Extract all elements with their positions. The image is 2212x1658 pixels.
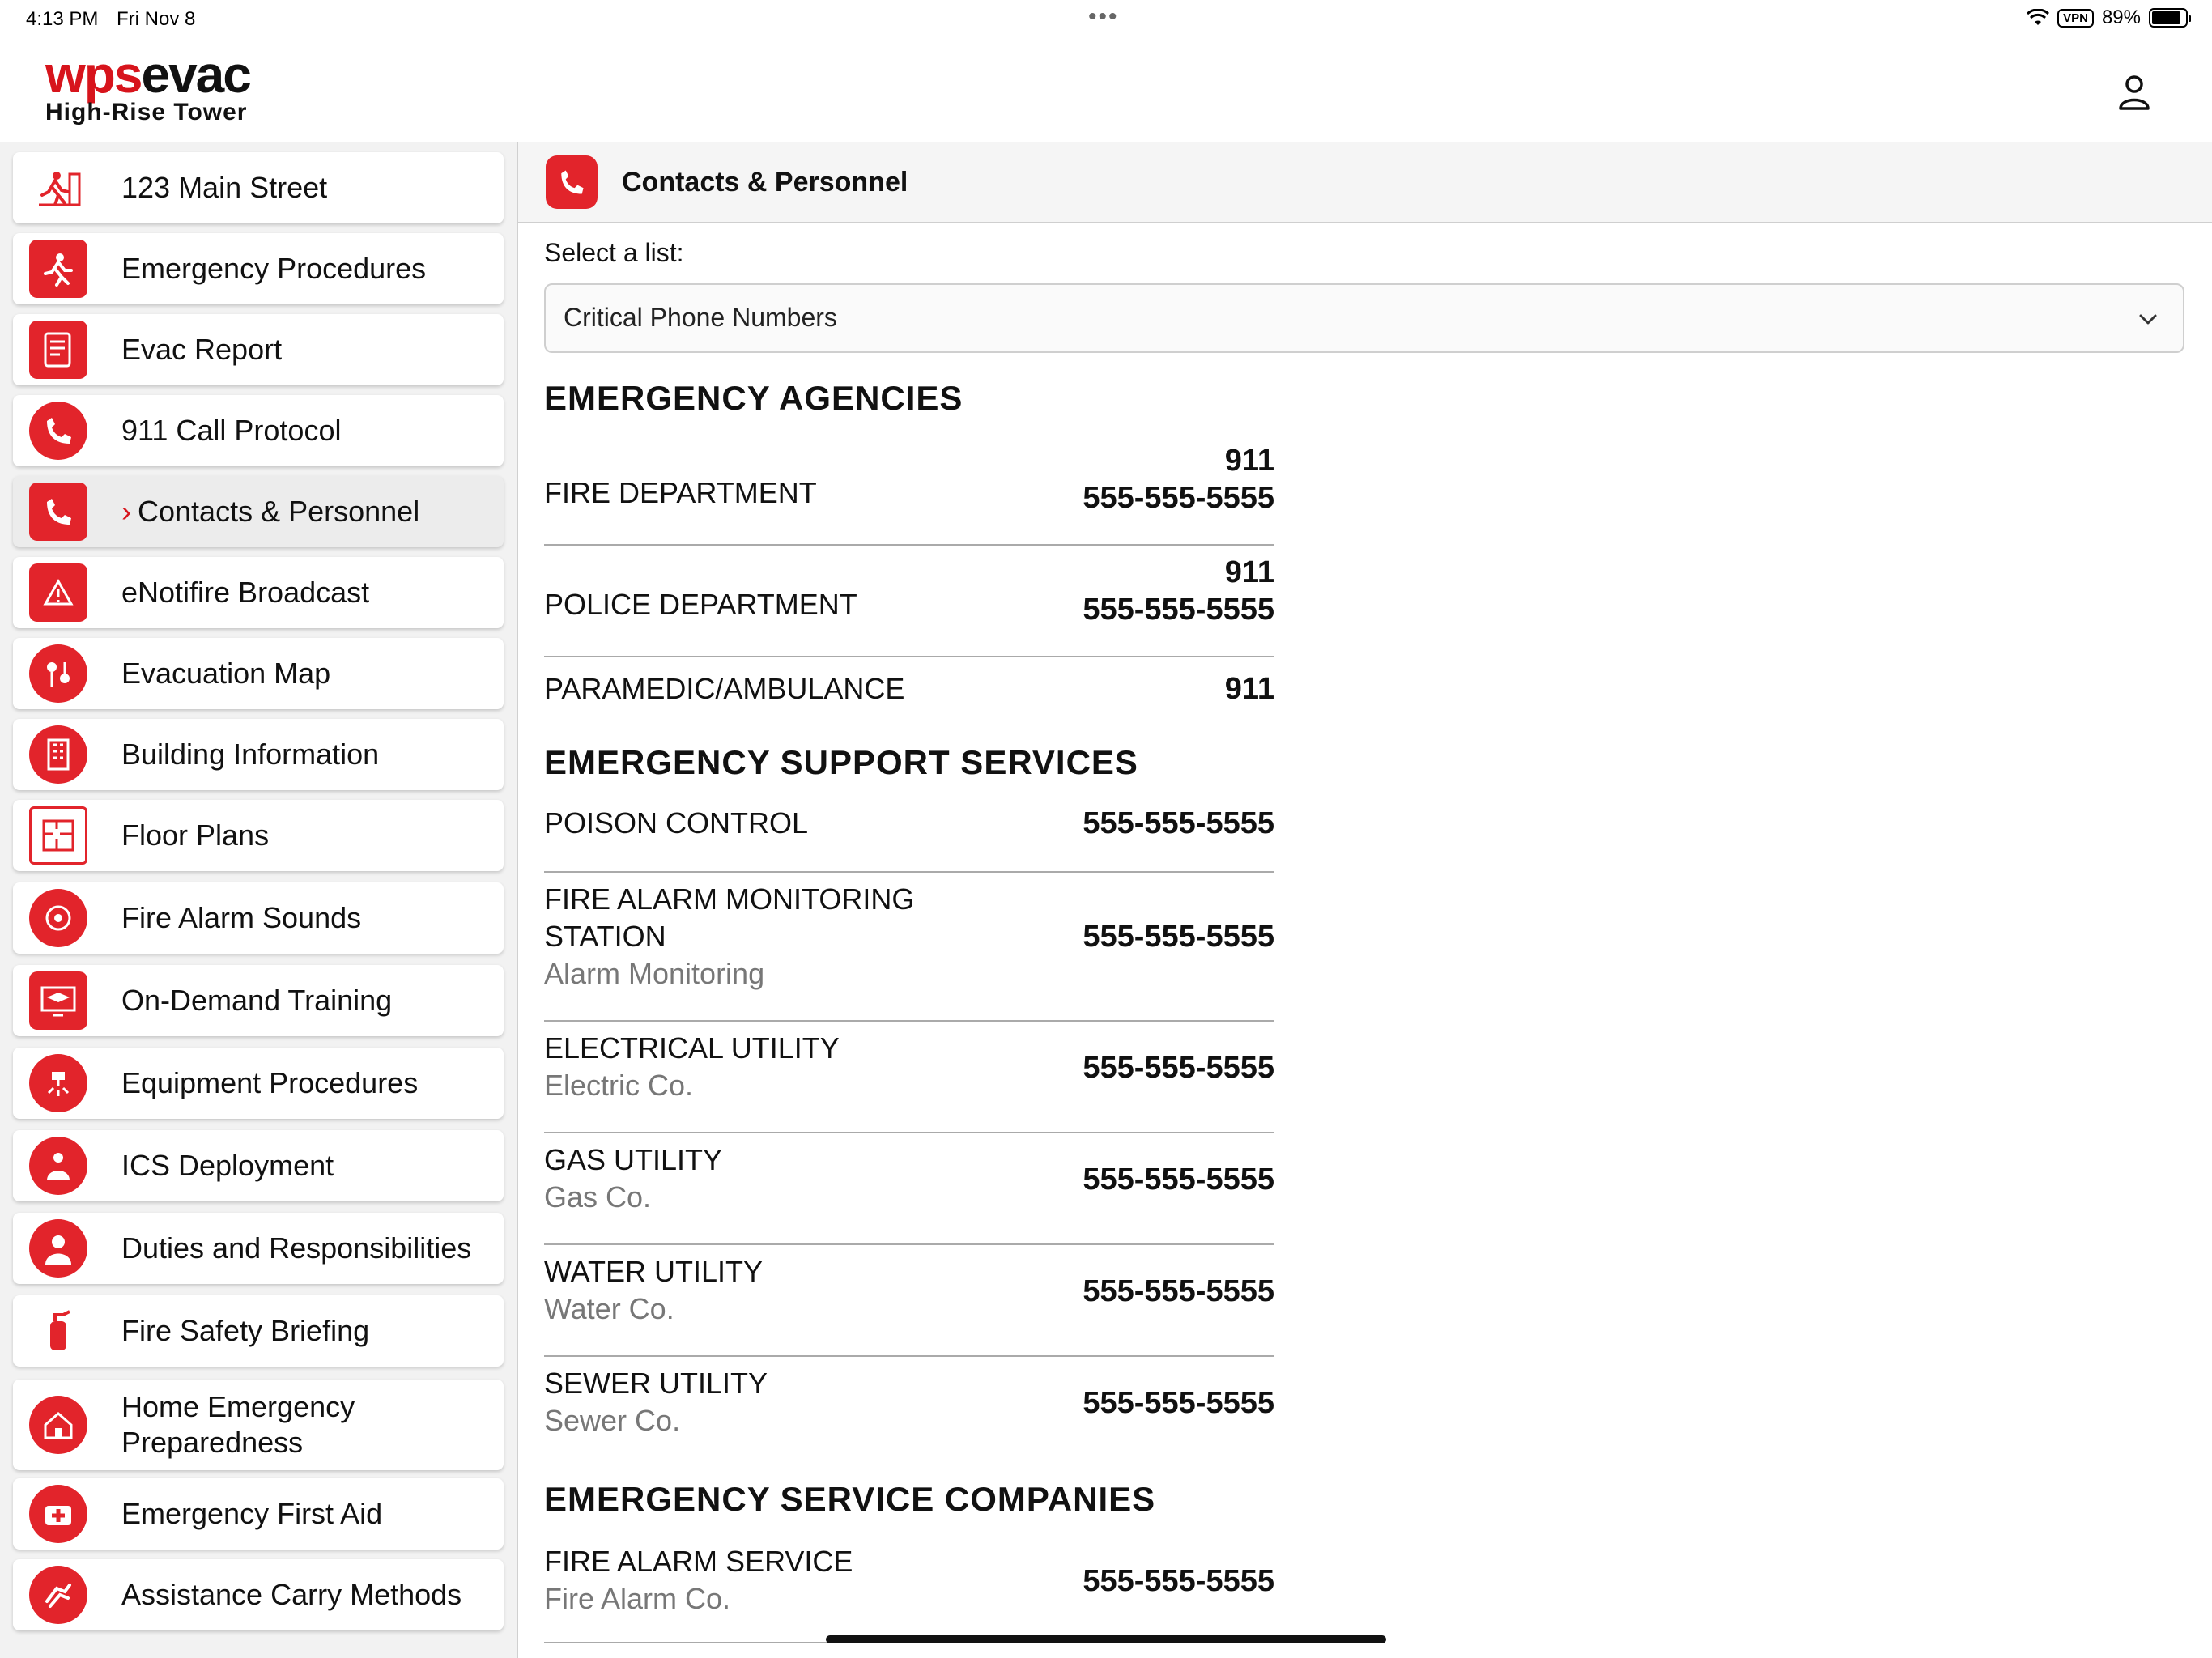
status-date: Fri Nov 8 [117,8,196,30]
sidebar-item-label: Assistance Carry Methods [121,1578,462,1611]
main-panel [518,142,2212,1658]
building-subtitle: High-Rise Tower [45,99,248,125]
sidebar-item-label: Fire Alarm Sounds [121,901,362,934]
contact-row: GAS UTILITY Gas Co. 555-555-5555 [544,1141,1274,1245]
sidebar-item-label: Fire Safety Briefing [121,1314,370,1347]
floor-plan-icon [29,806,87,865]
sidebar-item-assistance-carry-methods[interactable] [13,1559,504,1630]
home-icon [29,1396,87,1454]
sidebar-item-fire-alarm-sounds[interactable] [13,882,504,954]
phone-number[interactable]: 555-555-5555 [1083,1386,1274,1420]
contact-row: POLICE DEPARTMENT 911 555-555-5555 [544,554,1274,657]
contact-row: PARAMEDIC/AMBULANCE 911 [544,672,1274,706]
sidebar-item-label: Equipment Procedures [121,1066,419,1099]
user-profile-icon[interactable] [2116,73,2152,112]
first-aid-icon [29,1485,87,1543]
person-icon [29,1219,87,1278]
sidebar-item-home-emergency-preparedness[interactable] [13,1380,504,1470]
building-icon [29,725,87,784]
ics-icon [29,1137,87,1195]
status-time: 4:13 PM [26,8,99,30]
extinguisher-icon [29,1302,87,1360]
sidebar-item-label: Duties and Responsibilities [121,1231,472,1265]
sidebar-item-evac-report[interactable] [13,314,504,385]
training-icon [29,971,87,1030]
sidebar-item-address[interactable] [13,152,504,223]
sidebar-item-ics-deployment[interactable] [13,1130,504,1201]
map-icon [29,644,87,703]
sidebar-item-building-information[interactable] [13,719,504,790]
sidebar-item-911-call-protocol[interactable] [13,395,504,466]
sidebar-item-contacts-personnel[interactable] [13,476,504,547]
status-bar [0,0,2212,39]
procedures-icon [29,240,87,298]
selected-list-value: Critical Phone Numbers [564,303,837,332]
app-header [0,39,2212,142]
sidebar-item-floor-plans[interactable] [13,800,504,871]
chevron-down-icon [2134,306,2162,334]
home-indicator[interactable] [826,1635,1386,1643]
sidebar-item-label: Building Information [121,738,380,771]
page-header [518,142,2212,223]
sidebar-item-label: ICS Deployment [121,1149,334,1182]
sidebar-item-label: Floor Plans [121,818,270,852]
sidebar-item-duties-responsibilities[interactable] [13,1213,504,1284]
phone-fire-icon [29,402,87,460]
phone-number[interactable]: 555-555-5555 [1083,1564,1274,1598]
sidebar-item-emergency-procedures[interactable] [13,233,504,304]
carry-icon [29,1566,87,1624]
contact-row: ELECTRICAL UTILITY Electric Co. 555-555-5555 [544,1030,1274,1133]
phone-number[interactable]: 555-555-5555 [1083,1051,1274,1085]
sidebar-item-label: Emergency Procedures [121,252,427,285]
battery-percent: 89% [2101,6,2141,28]
sidebar-item-label: 911 Call Protocol [121,414,342,447]
section-title: EMERGENCY SERVICE COMPANIES [544,1480,1156,1518]
exit-icon [29,159,87,217]
sidebar-item-evacuation-map[interactable] [13,638,504,709]
phone-number[interactable]: 555-555-5555 [1083,1274,1274,1308]
sidebar-item-label: Emergency First Aid [121,1497,383,1530]
phone-number[interactable]: 555-555-5555 [1083,920,1274,954]
sidebar-item-fire-safety-briefing[interactable] [13,1295,504,1367]
section-title: EMERGENCY SUPPORT SERVICES [544,743,1138,781]
phone-number[interactable]: 555-555-5555 [1083,1163,1274,1197]
contact-row: POISON CONTROL 555-555-5555 [544,805,1274,873]
sidebar-item-enotifire-broadcast[interactable] [13,557,504,628]
sidebar-item-emergency-first-aid[interactable] [13,1478,504,1550]
sidebar-item-label: Evacuation Map [121,657,331,690]
report-icon [29,321,87,379]
sidebar-item-label: On-Demand Training [121,984,393,1017]
contact-row: SEWER UTILITY Sewer Co. 555-555-5555 [544,1367,1274,1437]
vpn-badge: VPN [2057,9,2094,28]
list-select-dropdown[interactable] [544,283,2184,353]
contact-row: FIRE ALARM MONITORING STATION Alarm Monitoring 555-555-5555 [544,881,1274,1022]
page-title: Contacts & Personnel [622,167,908,198]
active-chevron-icon: › [121,495,131,528]
phone-number[interactable]: 555-555-5555 [1083,481,1274,515]
contact-row: WATER UTILITY Water Co. 555-555-5555 [544,1253,1274,1357]
sidebar-item-label: 123 Main Street [121,171,328,204]
sidebar-item-label: eNotifire Broadcast [121,576,370,609]
contact-row: FIRE DEPARTMENT 911 555-555-5555 [544,442,1274,546]
contacts-icon [546,155,598,209]
section-title: EMERGENCY AGENCIES [544,379,963,417]
alarm-bell-icon [29,889,87,947]
select-label: Select a list: [544,238,684,267]
phone-number[interactable]: 555-555-5555 [1083,593,1274,627]
broadcast-icon [29,563,87,622]
app-logo: wpsevac [45,45,250,104]
multitasking-dots-icon[interactable]: ••• [1088,3,1119,30]
phone-number[interactable]: 911 [1224,555,1274,589]
phone-number[interactable]: 911 [1224,672,1274,706]
sprinkler-icon [29,1054,87,1112]
contact-row: FIRE ALARM SERVICE Fire Alarm Co. 555-555-5555 [544,1543,1274,1643]
contacts-icon [29,483,87,541]
phone-number[interactable]: 911 [1224,444,1274,478]
sidebar-item-equipment-procedures[interactable] [13,1048,504,1119]
battery-icon [2149,8,2188,28]
sidebar-item-label: Evac Report [121,333,283,366]
sidebar-item-label: Contacts & Personnel [138,495,420,528]
sidebar-item-label: Home Emergency Preparedness [121,1390,355,1459]
wifi-icon [2027,9,2049,27]
sidebar-item-on-demand-training[interactable] [13,965,504,1036]
phone-number[interactable]: 555-555-5555 [1083,806,1274,840]
